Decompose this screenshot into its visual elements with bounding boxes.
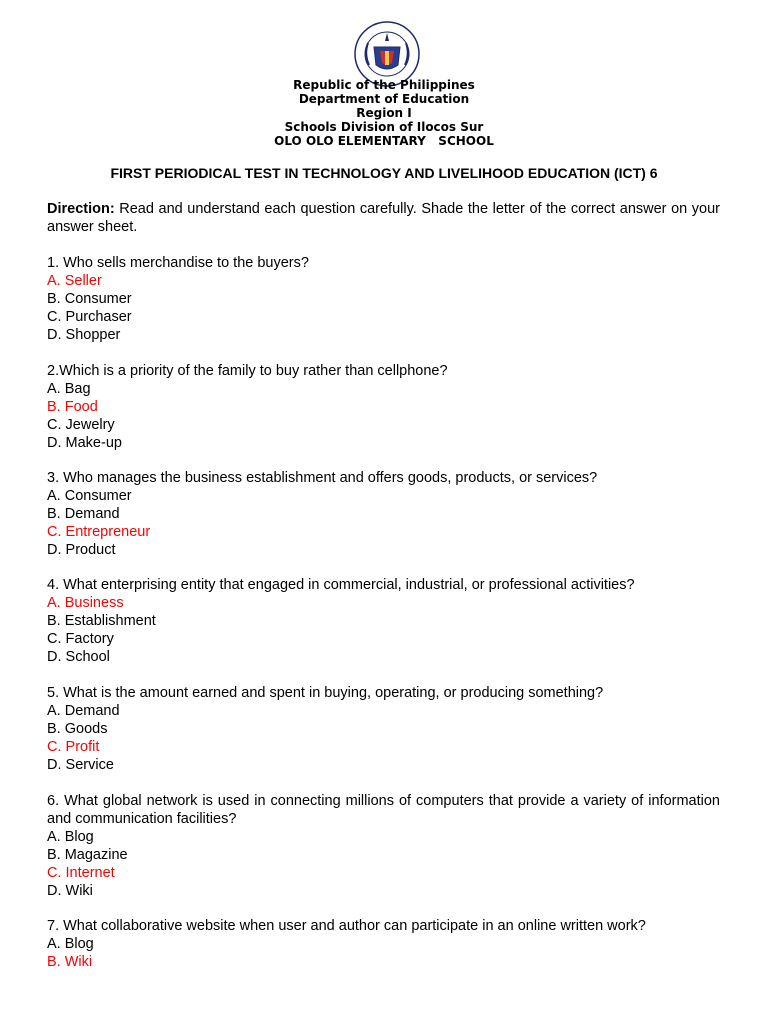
school-heading: OLO OLO ELEMENTARY SCHOOL bbox=[274, 134, 494, 148]
question-1: 1. Who sells merchandise to the buyers? bbox=[47, 255, 309, 271]
department-heading: Department of Education bbox=[298, 92, 470, 106]
question-2-option-b-answer: B. Food bbox=[47, 399, 98, 415]
question-6-option-c-answer: C. Internet bbox=[47, 865, 115, 881]
question-4: 4. What enterprising entity that engaged in commercial, industrial, or professional activities? bbox=[47, 577, 635, 593]
question-1-option-c: C. Purchaser bbox=[47, 309, 132, 325]
question-6: 6. What global network is used in connecting millions of computers that provide a variety of information and communication facilities? bbox=[47, 793, 720, 827]
direction-text: Read and understand each question carefully. Shade the letter of the correct answer on your answer sheet. bbox=[47, 201, 720, 235]
direction-label: Direction: bbox=[47, 201, 115, 217]
question-2: 2.Which is a priority of the family to buy rather than cellphone? bbox=[47, 363, 448, 379]
question-3-option-c-answer: C. Entrepreneur bbox=[47, 524, 151, 540]
republic-heading: Republic of the Philippines bbox=[293, 78, 475, 92]
question-5-option-d: D. Service bbox=[47, 757, 114, 773]
question-5-option-a: A. Demand bbox=[47, 703, 120, 719]
question-3-option-d: D. Product bbox=[47, 542, 116, 558]
question-6-option-b: B. Magazine bbox=[47, 847, 128, 863]
question-2-option-a: A. Bag bbox=[47, 381, 91, 397]
question-1-option-a-answer: A. Seller bbox=[47, 273, 102, 289]
question-7: 7. What collaborative website when user and author can participate in an online written work? bbox=[47, 918, 646, 934]
question-5-option-b: B. Goods bbox=[47, 721, 108, 737]
question-3-option-a: A. Consumer bbox=[47, 488, 132, 504]
question-7-option-a: A. Blog bbox=[47, 936, 94, 952]
question-4-option-b: B. Establishment bbox=[47, 613, 156, 629]
test-title: FIRST PERIODICAL TEST IN TECHNOLOGY AND LIVELIHOOD EDUCATION (ICT) 6 bbox=[110, 165, 658, 181]
question-4-option-a-answer: A. Business bbox=[47, 595, 124, 611]
direction-paragraph bbox=[47, 200, 720, 236]
question-5-option-c-answer: C. Profit bbox=[47, 739, 100, 755]
division-heading: Schools Division of Ilocos Sur bbox=[284, 120, 484, 134]
question-2-option-c: C. Jewelry bbox=[47, 417, 115, 433]
question-3-option-b: B. Demand bbox=[47, 506, 120, 522]
question-4-option-d: D. School bbox=[47, 649, 110, 665]
question-2-option-d: D. Make-up bbox=[47, 435, 122, 451]
region-heading: Region I bbox=[356, 106, 412, 120]
question-1-option-b: B. Consumer bbox=[47, 291, 132, 307]
question-6-option-d: D. Wiki bbox=[47, 883, 93, 899]
question-7-option-b-answer: B. Wiki bbox=[47, 954, 93, 970]
question-5: 5. What is the amount earned and spent in buying, operating, or producing something? bbox=[47, 685, 604, 701]
question-1-option-d: D. Shopper bbox=[47, 327, 121, 343]
question-3: 3. Who manages the business establishment and offers goods, products, or services? bbox=[47, 470, 598, 486]
question-4-option-c: C. Factory bbox=[47, 631, 114, 647]
question-6-option-a: A. Blog bbox=[47, 829, 94, 845]
